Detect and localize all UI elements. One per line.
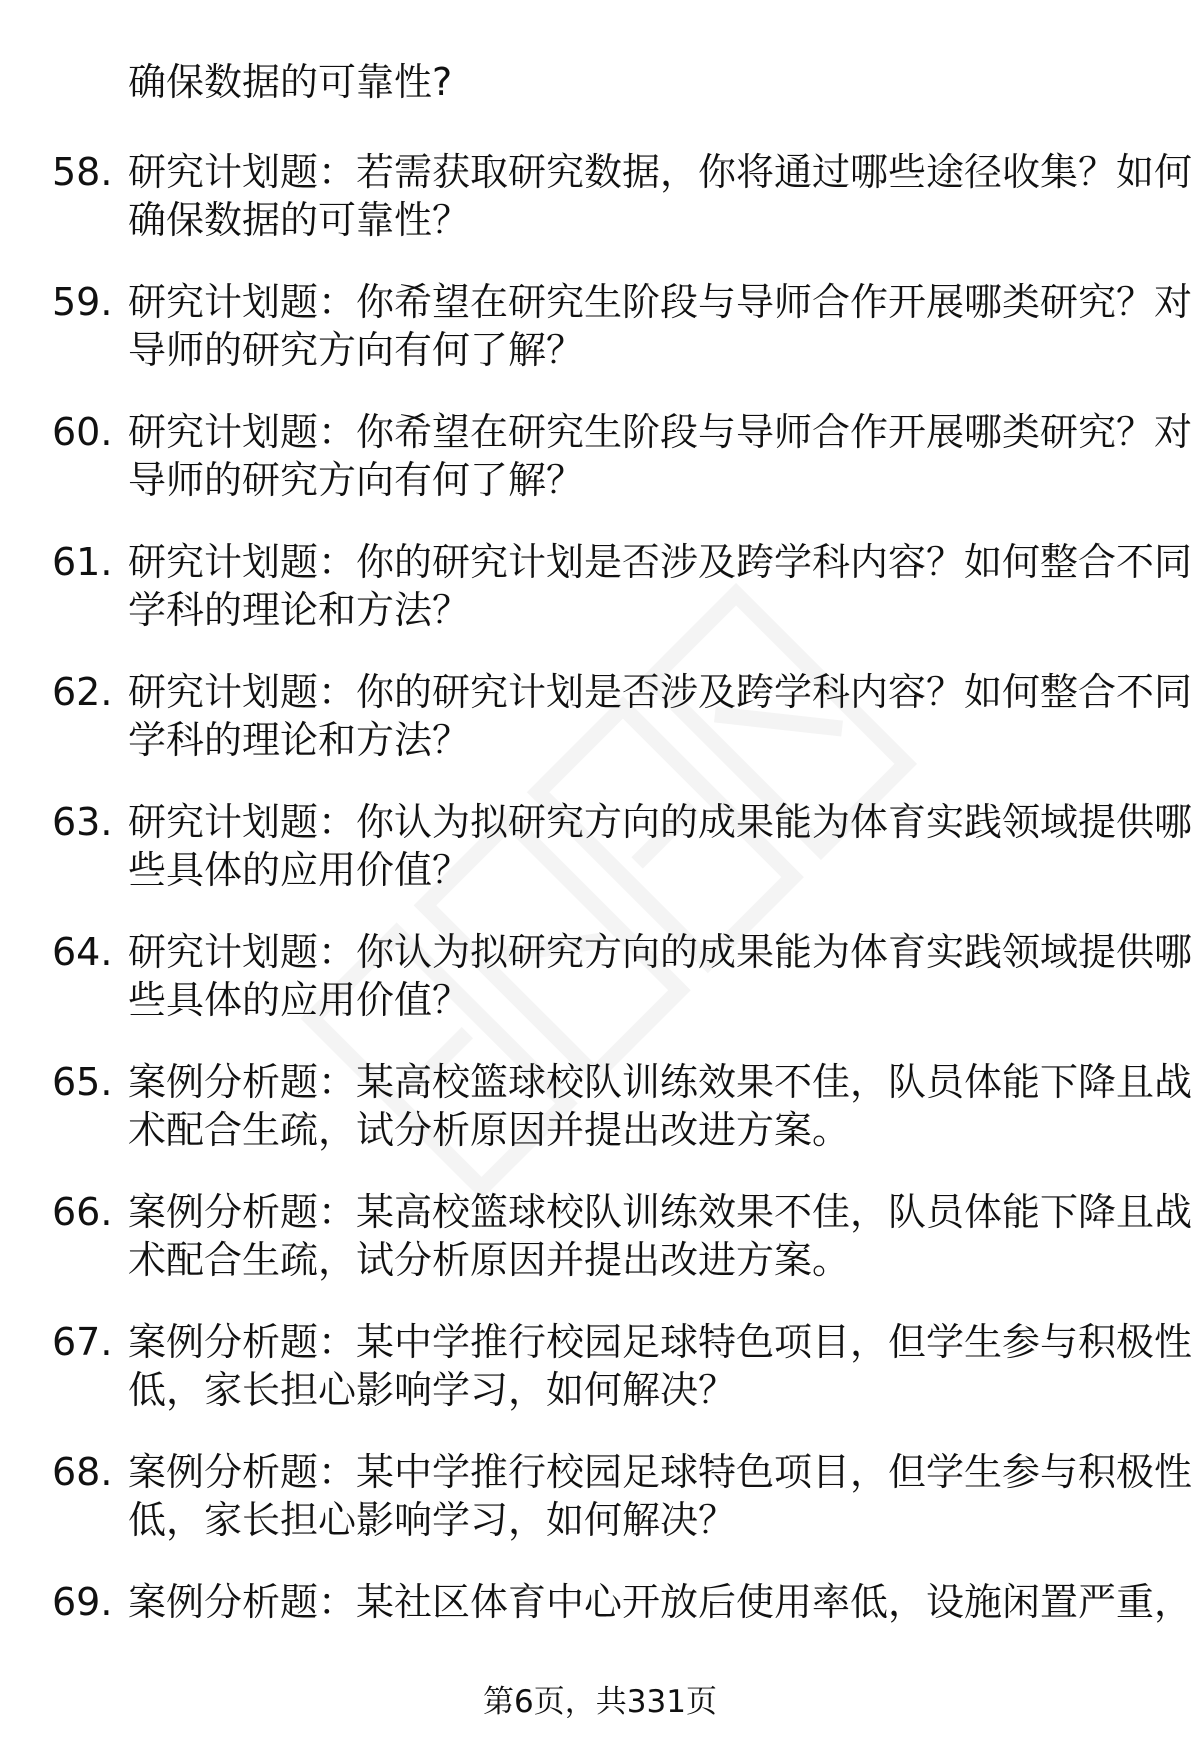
list-item	[0, 1058, 1200, 1188]
question-text-line1: 案例分析题：某社区体育中心开放后使用率低，设施闲置严重，	[128, 1580, 1193, 1624]
list-item	[0, 148, 1200, 278]
question-text-line1: 案例分析题：某高校篮球校队训练效果不佳，队员体能下降且战	[128, 1060, 1193, 1104]
question-text-line1: 案例分析题：某中学推行校园足球特色项目，但学生参与积极性	[128, 1320, 1193, 1364]
question-text-line1: 研究计划题：你希望在研究生阶段与导师合作开展哪类研究？对	[128, 410, 1193, 454]
question-text-line2: 术配合生疏，试分析原因并提出改进方案。	[128, 1238, 851, 1282]
question-text-line1: 研究计划题：你认为拟研究方向的成果能为体育实践领域提供哪	[128, 930, 1193, 974]
question-text-line2: 些具体的应用价值？	[128, 978, 471, 1022]
list-item	[0, 538, 1200, 668]
question-text-line2: 导师的研究方向有何了解？	[128, 458, 585, 502]
question-number: 61.	[52, 540, 113, 584]
question-text-line1: 案例分析题：某高校篮球校队训练效果不佳，队员体能下降且战	[128, 1190, 1193, 1234]
question-text-line1: 研究计划题：你认为拟研究方向的成果能为体育实践领域提供哪	[128, 800, 1193, 844]
list-item	[0, 928, 1200, 1058]
list-item	[0, 408, 1200, 538]
question-text-line2: 学科的理论和方法？	[128, 718, 471, 762]
list-item	[0, 1318, 1200, 1448]
page-footer: 第6页，共331页	[483, 1684, 717, 1720]
question-list	[0, 148, 1200, 1708]
question-text-line2: 术配合生疏，试分析原因并提出改进方案。	[128, 1108, 851, 1152]
question-number: 69.	[52, 1580, 113, 1624]
question-text-line1: 研究计划题：你希望在研究生阶段与导师合作开展哪类研究？对	[128, 280, 1193, 324]
continuation-text: 确保数据的可靠性?	[128, 60, 453, 104]
question-number: 63.	[52, 800, 113, 844]
question-number: 62.	[52, 670, 113, 714]
list-item	[0, 278, 1200, 408]
question-text-line2: 低，家长担心影响学习，如何解决？	[128, 1498, 737, 1542]
question-text-line2: 确保数据的可靠性？	[128, 198, 471, 242]
list-item	[0, 668, 1200, 798]
question-text-line1: 案例分析题：某中学推行校园足球特色项目，但学生参与积极性	[128, 1450, 1193, 1494]
question-number: 65.	[52, 1060, 113, 1104]
list-item	[0, 798, 1200, 928]
question-text-line2: 低，家长担心影响学习，如何解决？	[128, 1368, 737, 1412]
question-number: 60.	[52, 410, 113, 454]
question-text-line2: 学科的理论和方法？	[128, 588, 471, 632]
question-text-line2: 些具体的应用价值？	[128, 848, 471, 892]
question-number: 67.	[52, 1320, 113, 1364]
question-number: 66.	[52, 1190, 113, 1234]
question-text-line1: 研究计划题：你的研究计划是否涉及跨学科内容？如何整合不同	[128, 670, 1193, 714]
question-number: 58.	[52, 150, 113, 194]
question-number: 64.	[52, 930, 113, 974]
question-number: 59.	[52, 280, 113, 324]
question-text-line1: 研究计划题：你的研究计划是否涉及跨学科内容？如何整合不同	[128, 540, 1193, 584]
list-item	[0, 1448, 1200, 1578]
list-item	[0, 1188, 1200, 1318]
question-text-line1: 研究计划题：若需获取研究数据，你将通过哪些途径收集？如何	[128, 150, 1193, 194]
question-number: 68.	[52, 1450, 113, 1494]
question-text-line2: 导师的研究方向有何了解？	[128, 328, 585, 372]
